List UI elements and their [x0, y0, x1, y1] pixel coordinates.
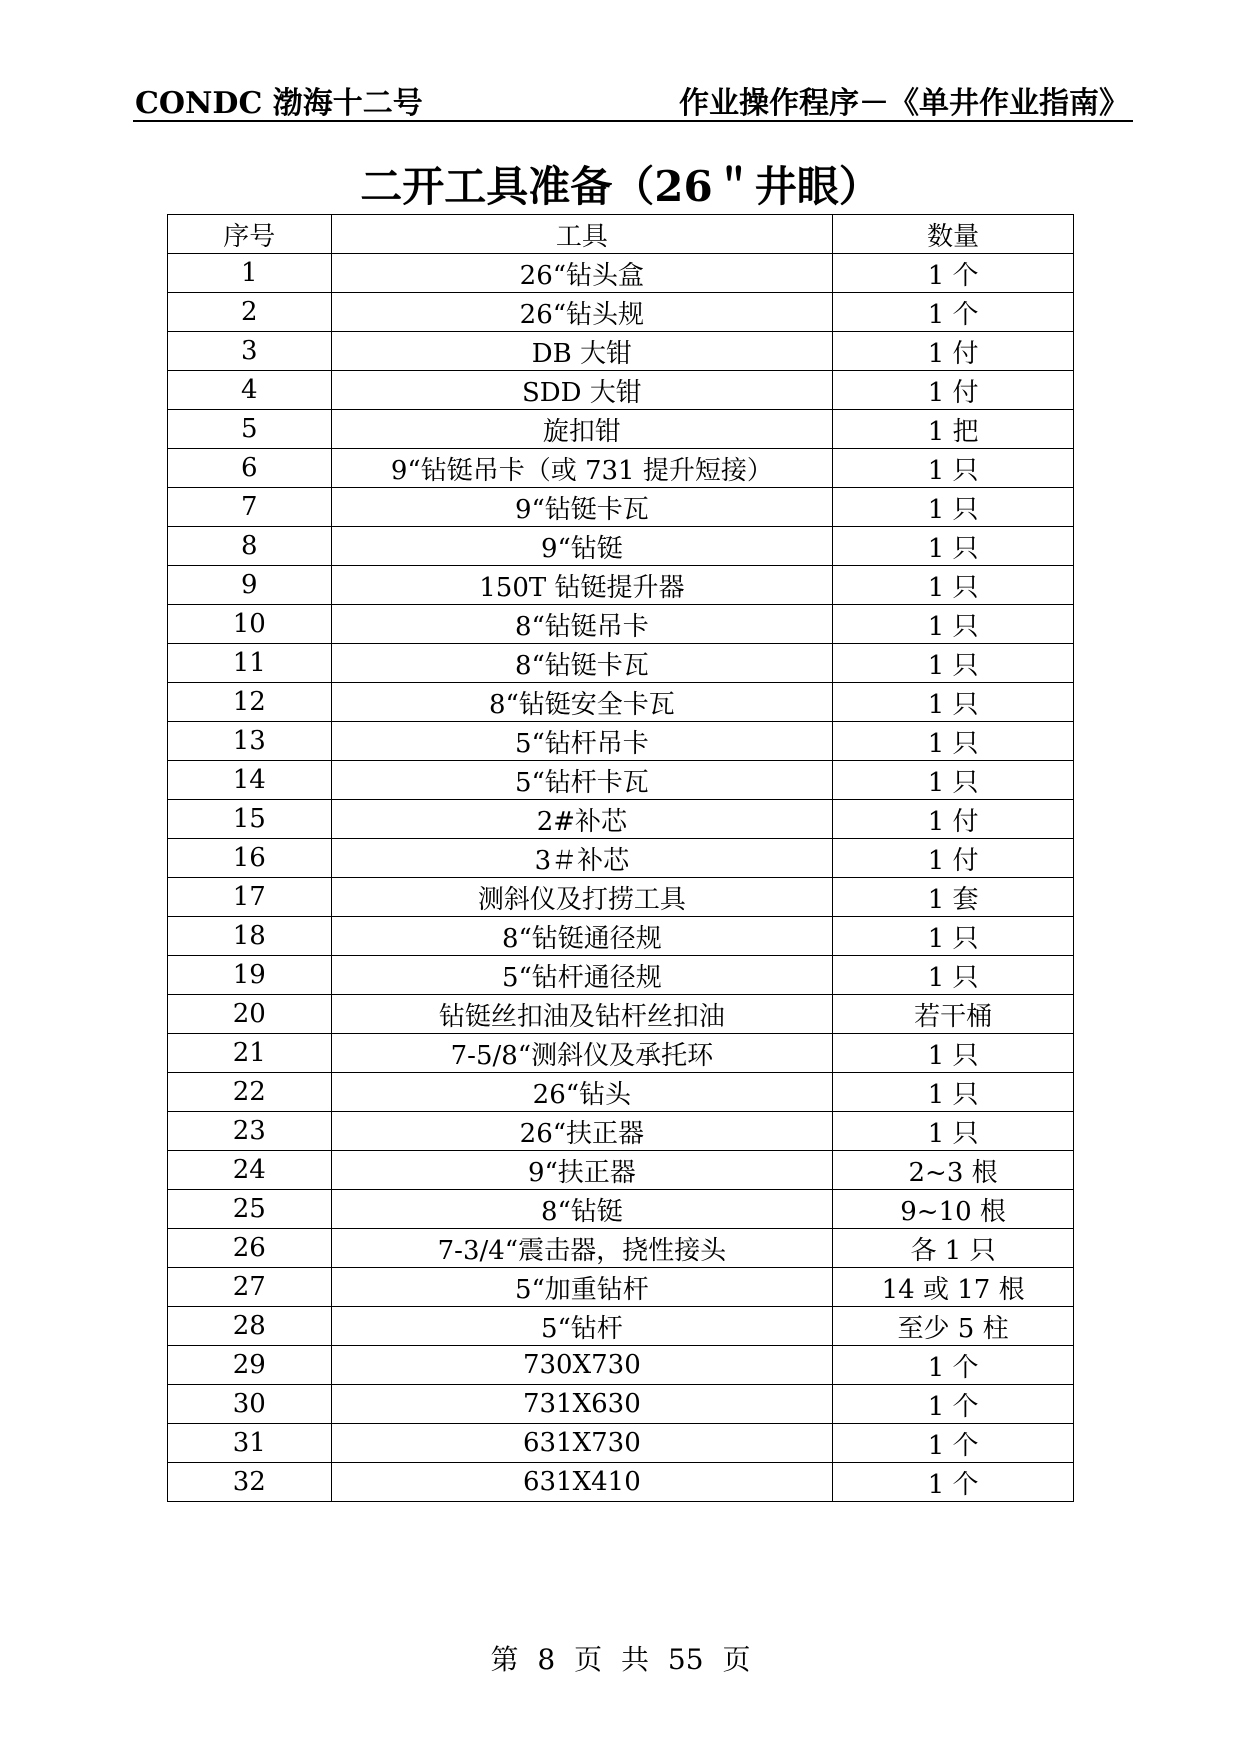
row-number-cell: 22 [168, 1073, 332, 1112]
tool-name-cell: 3＃补芯 [331, 839, 833, 878]
row-number-cell: 5 [168, 410, 332, 449]
quantity-cell: 1 付 [833, 800, 1074, 839]
quantity-cell: 1 只 [833, 605, 1074, 644]
table-row [168, 1229, 1074, 1268]
quantity-cell: 1 个 [833, 293, 1074, 332]
table-header-row [168, 215, 1074, 254]
quantity-cell: 1 只 [833, 488, 1074, 527]
quantity-cell: 1 只 [833, 683, 1074, 722]
table-body [168, 254, 1074, 1502]
header-document-title: 作业操作程序－《单井作业指南》 [679, 86, 1129, 121]
row-number-cell: 6 [168, 449, 332, 488]
quantity-cell: 1 套 [833, 878, 1074, 917]
table-row [168, 1190, 1074, 1229]
quantity-cell: 1 只 [833, 917, 1074, 956]
quantity-cell: 2~3 根 [833, 1151, 1074, 1190]
tool-name-cell: 8“钻铤 [331, 1190, 833, 1229]
row-number-cell: 8 [168, 527, 332, 566]
row-number-cell: 32 [168, 1463, 332, 1502]
table-row [168, 605, 1074, 644]
row-number-cell: 2 [168, 293, 332, 332]
quantity-cell: 1 把 [833, 410, 1074, 449]
tool-name-cell: 5“钻杆通径规 [331, 956, 833, 995]
table-row [168, 917, 1074, 956]
row-number-cell: 25 [168, 1190, 332, 1229]
tool-name-cell: 150T 钻铤提升器 [331, 566, 833, 605]
table-row [168, 1151, 1074, 1190]
tool-name-cell: 5“钻杆吊卡 [331, 722, 833, 761]
table-row [168, 839, 1074, 878]
row-number-cell: 21 [168, 1034, 332, 1073]
tool-name-cell: 26“钻头 [331, 1073, 833, 1112]
row-number-cell: 15 [168, 800, 332, 839]
tool-name-cell: 7-5/8“测斜仪及承托环 [331, 1034, 833, 1073]
quantity-cell: 1 只 [833, 761, 1074, 800]
tool-name-cell: 26“扶正器 [331, 1112, 833, 1151]
row-number-cell: 26 [168, 1229, 332, 1268]
table-row [168, 293, 1074, 332]
tool-name-cell: 8“钻铤卡瓦 [331, 644, 833, 683]
table-row [168, 1463, 1074, 1502]
table-row [168, 371, 1074, 410]
table-row [168, 761, 1074, 800]
column-header-qty: 数量 [833, 215, 1074, 254]
tools-table [167, 214, 1074, 1502]
tool-name-cell: 731X630 [331, 1385, 833, 1424]
row-number-cell: 31 [168, 1424, 332, 1463]
row-number-cell: 20 [168, 995, 332, 1034]
tool-name-cell: 5“钻杆 [331, 1307, 833, 1346]
quantity-cell: 1 只 [833, 644, 1074, 683]
page-number: 第 8 页 共 55 页 [490, 1643, 751, 1676]
quantity-cell: 1 只 [833, 566, 1074, 605]
tool-name-cell: 631X730 [331, 1424, 833, 1463]
row-number-cell: 23 [168, 1112, 332, 1151]
table-row [168, 488, 1074, 527]
quantity-cell: 1 只 [833, 527, 1074, 566]
row-number-cell: 4 [168, 371, 332, 410]
tool-name-cell: 钻铤丝扣油及钻杆丝扣油 [331, 995, 833, 1034]
tool-name-cell: 9“钻铤卡瓦 [331, 488, 833, 527]
tool-name-cell: 7-3/4“震击器，挠性接头 [331, 1229, 833, 1268]
table-row [168, 1112, 1074, 1151]
quantity-cell: 1 个 [833, 1385, 1074, 1424]
tool-name-cell: 730X730 [331, 1346, 833, 1385]
quantity-cell: 1 个 [833, 1463, 1074, 1502]
table-row [168, 683, 1074, 722]
table-row [168, 995, 1074, 1034]
table-row [168, 956, 1074, 995]
quantity-cell: 1 个 [833, 1346, 1074, 1385]
tool-name-cell: 5“加重钻杆 [331, 1268, 833, 1307]
row-number-cell: 29 [168, 1346, 332, 1385]
quantity-cell: 1 只 [833, 449, 1074, 488]
table-row [168, 1385, 1074, 1424]
quantity-cell: 1 只 [833, 1112, 1074, 1151]
row-number-cell: 7 [168, 488, 332, 527]
quantity-cell: 1 只 [833, 1073, 1074, 1112]
header-company: CONDC 渤海十二号 [135, 86, 423, 121]
table-row [168, 1268, 1074, 1307]
table-row [168, 410, 1074, 449]
column-header-tool: 工具 [331, 215, 833, 254]
table-row [168, 1073, 1074, 1112]
quantity-cell: 1 付 [833, 332, 1074, 371]
tool-name-cell: SDD 大钳 [331, 371, 833, 410]
page-title: 二开工具准备（26＂井眼） [360, 162, 881, 211]
tool-name-cell: 测斜仪及打捞工具 [331, 878, 833, 917]
table-row [168, 722, 1074, 761]
row-number-cell: 1 [168, 254, 332, 293]
row-number-cell: 3 [168, 332, 332, 371]
tool-name-cell: 8“钻铤吊卡 [331, 605, 833, 644]
row-number-cell: 11 [168, 644, 332, 683]
row-number-cell: 13 [168, 722, 332, 761]
quantity-cell: 1 只 [833, 722, 1074, 761]
table-row [168, 800, 1074, 839]
table-row [168, 878, 1074, 917]
tool-name-cell: 26“钻头盒 [331, 254, 833, 293]
table-row [168, 1307, 1074, 1346]
table-row [168, 1346, 1074, 1385]
table-row [168, 527, 1074, 566]
row-number-cell: 17 [168, 878, 332, 917]
row-number-cell: 28 [168, 1307, 332, 1346]
page-header [133, 76, 1133, 122]
row-number-cell: 10 [168, 605, 332, 644]
column-header-no: 序号 [168, 215, 332, 254]
row-number-cell: 30 [168, 1385, 332, 1424]
quantity-cell: 9~10 根 [833, 1190, 1074, 1229]
tool-name-cell: 8“钻铤通径规 [331, 917, 833, 956]
tool-name-cell: 旋扣钳 [331, 410, 833, 449]
table-row [168, 449, 1074, 488]
tool-name-cell: 9“扶正器 [331, 1151, 833, 1190]
tool-name-cell: 631X410 [331, 1463, 833, 1502]
quantity-cell: 若干桶 [833, 995, 1074, 1034]
table-row [168, 566, 1074, 605]
quantity-cell: 1 只 [833, 1034, 1074, 1073]
tool-name-cell: DB 大钳 [331, 332, 833, 371]
table-row [168, 254, 1074, 293]
table-row [168, 644, 1074, 683]
tool-name-cell: 9“钻铤吊卡（或 731 提升短接） [331, 449, 833, 488]
row-number-cell: 14 [168, 761, 332, 800]
row-number-cell: 16 [168, 839, 332, 878]
quantity-cell: 1 付 [833, 839, 1074, 878]
row-number-cell: 27 [168, 1268, 332, 1307]
tool-name-cell: 8“钻铤安全卡瓦 [331, 683, 833, 722]
quantity-cell: 14 或 17 根 [833, 1268, 1074, 1307]
row-number-cell: 18 [168, 917, 332, 956]
quantity-cell: 1 付 [833, 371, 1074, 410]
row-number-cell: 24 [168, 1151, 332, 1190]
table-row [168, 332, 1074, 371]
row-number-cell: 12 [168, 683, 332, 722]
quantity-cell: 1 个 [833, 254, 1074, 293]
row-number-cell: 19 [168, 956, 332, 995]
quantity-cell: 至少 5 柱 [833, 1307, 1074, 1346]
table-row [168, 1424, 1074, 1463]
row-number-cell: 9 [168, 566, 332, 605]
tool-name-cell: 9“钻铤 [331, 527, 833, 566]
quantity-cell: 各 1 只 [833, 1229, 1074, 1268]
tool-name-cell: 5“钻杆卡瓦 [331, 761, 833, 800]
quantity-cell: 1 只 [833, 956, 1074, 995]
table-row [168, 1034, 1074, 1073]
tool-name-cell: 26“钻头规 [331, 293, 833, 332]
tool-name-cell: 2#补芯 [331, 800, 833, 839]
quantity-cell: 1 个 [833, 1424, 1074, 1463]
